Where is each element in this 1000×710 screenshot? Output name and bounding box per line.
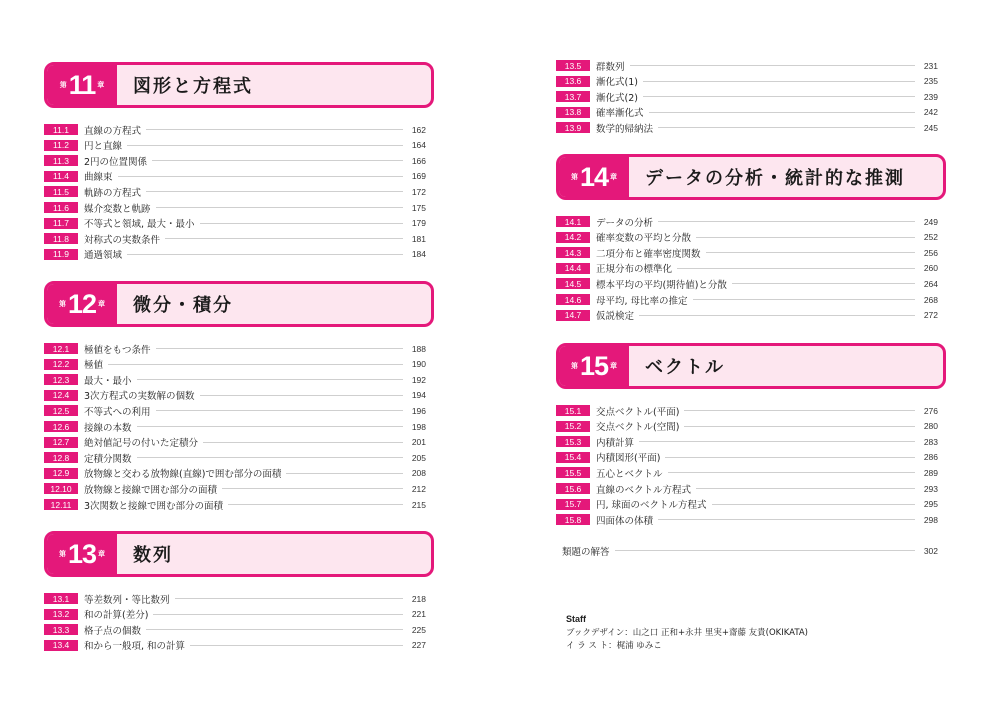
chapter-prefix: 第 <box>570 362 578 370</box>
section-number-badge: 12.4 <box>44 390 78 401</box>
section-title: 標本平均の平均(期待値)と分散 <box>596 279 727 291</box>
toc-entry[interactable] <box>44 467 426 480</box>
leader-line <box>643 81 915 82</box>
leader-line <box>286 473 403 474</box>
page-number: 164 <box>411 140 426 151</box>
section-number-badge: 15.5 <box>556 467 590 478</box>
section-number-badge: 11.5 <box>44 186 78 197</box>
chapter-prefix: 第 <box>58 300 66 308</box>
toc-entry[interactable] <box>556 90 938 103</box>
leader-line <box>693 299 915 300</box>
section-title: 極値 <box>84 360 104 372</box>
leader-line <box>200 395 403 396</box>
section-number-badge: 11.2 <box>44 140 78 151</box>
section-number-badge: 13.1 <box>44 593 78 604</box>
section-number-badge: 14.2 <box>556 232 590 243</box>
chapter-number: 15 <box>579 350 609 381</box>
chapter-number: 12 <box>67 288 97 319</box>
toc-entry[interactable] <box>556 277 938 290</box>
page-number: 245 <box>923 122 938 133</box>
toc-entry[interactable] <box>44 623 426 636</box>
page-number: 208 <box>411 468 426 479</box>
chapter-number-badge <box>559 157 629 197</box>
section-title: 対称式の実数条件 <box>84 234 161 246</box>
page-number: 184 <box>411 249 426 260</box>
toc-entry[interactable] <box>556 231 938 244</box>
section-title: データの分析 <box>596 217 654 229</box>
page-number: 231 <box>923 60 938 71</box>
leader-line <box>668 472 915 473</box>
section-number-badge: 13.6 <box>556 76 590 87</box>
section-number-badge: 14.4 <box>556 263 590 274</box>
leader-line <box>127 254 403 255</box>
section-number-badge: 12.5 <box>44 405 78 416</box>
toc-entry[interactable] <box>556 246 938 259</box>
toc-entry[interactable] <box>44 123 426 136</box>
chapter-title: 図形と方程式 <box>133 76 253 97</box>
page-number: 289 <box>923 467 938 478</box>
page-number: 169 <box>411 171 426 182</box>
page-number: 196 <box>411 405 426 416</box>
leader-line <box>643 96 915 97</box>
page-number: 302 <box>923 545 938 556</box>
page-number: 268 <box>923 294 938 305</box>
leader-line <box>696 488 915 489</box>
section-title: 3次方程式の実数解の個数 <box>84 391 195 403</box>
chapter-suffix: 章 <box>610 362 618 370</box>
section-title: 二項分布と確率密度関数 <box>596 248 701 260</box>
leader-line <box>658 221 915 222</box>
page-number: 286 <box>923 452 938 463</box>
page-number: 227 <box>411 640 426 651</box>
page-number: 264 <box>923 278 938 289</box>
toc-entry[interactable] <box>556 215 938 228</box>
toc-entry[interactable] <box>44 139 426 152</box>
chapter-block <box>44 531 434 653</box>
chapter-number-badge <box>559 346 629 386</box>
chapter-prefix: 第 <box>58 550 66 558</box>
page-number: 201 <box>411 437 426 448</box>
page-number: 298 <box>923 514 938 525</box>
leader-line <box>153 614 403 615</box>
toc-entry[interactable] <box>556 309 938 322</box>
section-number-badge: 14.6 <box>556 294 590 305</box>
toc-entry[interactable] <box>556 435 938 448</box>
section-title: 漸化式(2) <box>596 92 638 104</box>
section-title: 軌跡の方程式 <box>84 187 142 199</box>
toc-entry[interactable] <box>44 342 426 355</box>
leader-line <box>175 598 403 599</box>
section-number-badge: 11.8 <box>44 233 78 244</box>
section-title: 仮説検定 <box>596 311 635 323</box>
section-number-badge: 11.3 <box>44 155 78 166</box>
section-title: 交点ベクトル(平面) <box>596 406 680 418</box>
chapter-suffix: 章 <box>610 173 618 181</box>
toc-entry[interactable] <box>556 482 938 495</box>
page-number: 235 <box>923 76 938 87</box>
toc-entry[interactable] <box>556 59 938 72</box>
section-title: 最大・最小 <box>84 375 132 387</box>
leader-line <box>146 191 403 192</box>
leader-line <box>190 645 403 646</box>
chapter-block <box>556 154 946 323</box>
section-title: 四面体の体積 <box>596 515 654 527</box>
leader-line <box>677 268 915 269</box>
section-number-badge: 13.4 <box>44 640 78 651</box>
section-number-badge: 11.1 <box>44 124 78 135</box>
section-number-badge: 15.3 <box>556 436 590 447</box>
leader-line <box>696 237 915 238</box>
section-number-badge: 12.10 <box>44 483 78 494</box>
leader-line <box>203 442 403 443</box>
section-number-badge: 11.6 <box>44 202 78 213</box>
leader-line <box>137 426 403 427</box>
chapter-number-badge <box>47 65 117 105</box>
toc-entry[interactable] <box>44 498 426 511</box>
section-number-badge: 13.5 <box>556 60 590 71</box>
section-number-badge: 15.8 <box>556 514 590 525</box>
page-number: 293 <box>923 483 938 494</box>
section-title: 不等式への利用 <box>84 406 151 418</box>
toc-entry[interactable] <box>44 482 426 495</box>
page-number: 260 <box>923 263 938 274</box>
page-number: 242 <box>923 107 938 118</box>
section-title: 直線のベクトル方程式 <box>596 484 692 496</box>
section-number-badge: 12.8 <box>44 452 78 463</box>
leader-line <box>639 441 915 442</box>
leader-line <box>222 488 403 489</box>
section-number-badge: 13.7 <box>556 91 590 102</box>
section-title: 数学的帰納法 <box>596 123 654 135</box>
page-number: 166 <box>411 155 426 166</box>
leader-line <box>156 207 403 208</box>
toc-entry[interactable] <box>556 451 938 464</box>
toc-entry[interactable] <box>44 170 426 183</box>
leader-line <box>706 252 915 253</box>
section-number-badge: 14.3 <box>556 247 590 258</box>
toc-entry[interactable] <box>556 498 938 511</box>
section-title: 和の計算(差分) <box>84 610 149 622</box>
section-title: 群数列 <box>596 61 625 73</box>
section-title: 正規分布の標準化 <box>596 264 673 276</box>
section-number-badge: 12.9 <box>44 468 78 479</box>
toc-entry[interactable] <box>44 451 426 464</box>
page-number: 252 <box>923 232 938 243</box>
toc-entry[interactable] <box>44 217 426 230</box>
chapter-header <box>44 281 434 327</box>
toc-entry[interactable] <box>556 466 938 479</box>
toc-entry[interactable] <box>44 404 426 417</box>
page-number: 192 <box>411 374 426 385</box>
toc-entry[interactable] <box>44 436 426 449</box>
chapter-suffix: 章 <box>97 81 105 89</box>
section-number-badge: 15.1 <box>556 405 590 416</box>
section-title: 接線の本数 <box>84 422 132 434</box>
section-number-badge: 15.7 <box>556 499 590 510</box>
page-number: 249 <box>923 216 938 227</box>
page-number: 175 <box>411 202 426 213</box>
section-number-badge: 15.4 <box>556 452 590 463</box>
section-title: 直線の方程式 <box>84 125 142 137</box>
page-number: 190 <box>411 359 426 370</box>
staff-line: ブックデザイン：山之口 正和+永井 里実+齋藤 友貴(OKIKATA) <box>566 628 808 638</box>
section-title: 等差数列・等比数列 <box>84 594 170 606</box>
toc-entry[interactable] <box>44 185 426 198</box>
page-number: 212 <box>411 483 426 494</box>
page-number: 295 <box>923 499 938 510</box>
leader-line <box>156 410 403 411</box>
toc-entry[interactable] <box>44 639 426 652</box>
leader-line <box>146 629 403 630</box>
page-number: 198 <box>411 421 426 432</box>
section-number-badge: 15.6 <box>556 483 590 494</box>
section-title: 定積分関数 <box>84 453 132 465</box>
chapter-number-badge <box>47 534 117 574</box>
section-title: 五心とベクトル <box>596 468 663 480</box>
section-number-badge: 12.1 <box>44 343 78 354</box>
toc-entry[interactable] <box>44 420 426 433</box>
section-title: 曲線束 <box>84 172 113 184</box>
section-number-badge: 14.1 <box>556 216 590 227</box>
section-title: 内積図形(平面) <box>596 453 661 465</box>
chapter-number: 14 <box>579 161 609 192</box>
leader-line <box>108 364 403 365</box>
section-title: 放物線と接線で囲む部分の面積 <box>84 484 218 496</box>
leader-line <box>137 379 403 380</box>
page-number: 221 <box>411 609 426 620</box>
page-number: 205 <box>411 452 426 463</box>
answers-title: 類題の解答 <box>562 546 610 558</box>
toc-entry[interactable] <box>556 75 938 88</box>
section-title: 極値をもつ条件 <box>84 344 151 356</box>
section-title: 通過領域 <box>84 250 123 262</box>
toc-entry[interactable] <box>44 232 426 245</box>
chapter-title: ベクトル <box>645 357 725 378</box>
section-title: 和から一般項, 和の計算 <box>84 641 186 653</box>
chapter-number-badge <box>47 284 117 324</box>
leader-line <box>684 410 915 411</box>
chapter-header <box>44 531 434 577</box>
section-number-badge: 12.7 <box>44 437 78 448</box>
chapter-block <box>556 343 946 527</box>
page-number: 179 <box>411 218 426 229</box>
leader-line <box>228 504 403 505</box>
section-title: 円, 球面のベクトル方程式 <box>596 500 707 512</box>
toc-entry[interactable] <box>44 358 426 371</box>
toc-entry[interactable] <box>556 513 938 526</box>
section-number-badge: 13.8 <box>556 107 590 118</box>
leader-line <box>712 504 915 505</box>
leader-line <box>649 112 915 113</box>
page-number: 272 <box>923 310 938 321</box>
staff-credits <box>566 613 808 653</box>
leader-line <box>127 145 403 146</box>
section-number-badge: 13.2 <box>44 609 78 620</box>
toc-entry[interactable] <box>44 608 426 621</box>
leader-line <box>200 223 403 224</box>
leader-line <box>630 65 915 66</box>
chapter-title: データの分析・統計的な推測 <box>645 168 905 189</box>
chapter-number: 11 <box>68 69 96 100</box>
leader-line <box>118 176 403 177</box>
leader-line <box>137 457 403 458</box>
chapter-title: 数列 <box>133 545 173 566</box>
toc-entry[interactable] <box>44 248 426 261</box>
section-number-badge: 14.7 <box>556 310 590 321</box>
toc-entry[interactable] <box>556 293 938 306</box>
leader-line <box>684 426 915 427</box>
page-number: 218 <box>411 593 426 604</box>
section-title: 母平均, 母比率の推定 <box>596 295 688 307</box>
section-number-badge: 13.9 <box>556 122 590 133</box>
staff-heading: Staff <box>566 614 586 624</box>
chapter-block <box>44 281 434 512</box>
chapter-prefix: 第 <box>570 173 578 181</box>
toc-entry[interactable] <box>44 373 426 386</box>
page-number: 188 <box>411 343 426 354</box>
section-title: 放物線と交わる放物線(直線)で囲む部分の面積 <box>84 469 282 481</box>
section-title: 2円の位置関係 <box>84 156 148 168</box>
toc-entry[interactable] <box>44 592 426 605</box>
toc-entry[interactable] <box>556 262 938 275</box>
leader-line <box>146 129 403 130</box>
leader-line <box>165 238 403 239</box>
section-title: 確率変数の平均と分散 <box>596 233 692 245</box>
page-number: 276 <box>923 405 938 416</box>
page-number: 215 <box>411 499 426 510</box>
section-title: 確率漸化式 <box>596 108 644 120</box>
page-number: 239 <box>923 91 938 102</box>
chapter-header <box>556 154 946 200</box>
section-number-badge: 11.9 <box>44 249 78 260</box>
section-title: 交点ベクトル(空間) <box>596 422 680 434</box>
chapter-suffix: 章 <box>98 300 106 308</box>
leader-line <box>732 283 915 284</box>
section-number-badge: 14.5 <box>556 278 590 289</box>
section-title: 格子点の個数 <box>84 625 142 637</box>
section-number-badge: 12.11 <box>44 499 78 510</box>
page-number: 181 <box>411 233 426 244</box>
staff-line: イ ラ ス ト：梶浦 ゆみこ <box>566 641 662 651</box>
leader-line <box>156 348 403 349</box>
section-title: 漸化式(1) <box>596 77 638 89</box>
toc-entry[interactable] <box>556 404 938 417</box>
page-number: 256 <box>923 247 938 258</box>
chapter-block <box>44 62 434 262</box>
section-title: 3次関数と接線で囲む部分の面積 <box>84 500 224 512</box>
section-title: 不等式と領域, 最大・最小 <box>84 219 195 231</box>
section-number-badge: 11.7 <box>44 218 78 229</box>
toc-entry[interactable] <box>44 201 426 214</box>
toc-entry[interactable] <box>44 389 426 402</box>
section-number-badge: 12.2 <box>44 359 78 370</box>
answers-entry[interactable] <box>556 544 938 557</box>
section-number-badge: 13.3 <box>44 624 78 635</box>
section-number-badge: 11.4 <box>44 171 78 182</box>
leader-line <box>152 160 403 161</box>
section-title: 絶対値記号の付いた定積分 <box>84 438 199 450</box>
section-title: 円と直線 <box>84 141 123 153</box>
page-number: 194 <box>411 390 426 401</box>
chapter-title: 微分・積分 <box>133 295 233 316</box>
page-number: 283 <box>923 436 938 447</box>
page-number: 172 <box>411 186 426 197</box>
toc-entry[interactable] <box>556 106 938 119</box>
chapter-prefix: 第 <box>59 81 67 89</box>
section-number-badge: 12.6 <box>44 421 78 432</box>
leader-line <box>658 127 915 128</box>
toc-entry[interactable] <box>556 420 938 433</box>
chapter-header <box>556 343 946 389</box>
leader-line <box>639 315 915 316</box>
section-number-badge: 12.3 <box>44 374 78 385</box>
leader-line <box>615 550 915 551</box>
leader-line <box>665 457 915 458</box>
toc-entry[interactable] <box>44 154 426 167</box>
page-number: 280 <box>923 421 938 432</box>
section-title: 媒介変数と軌跡 <box>84 203 151 215</box>
section-title: 内積計算 <box>596 437 635 449</box>
page-number: 162 <box>411 124 426 135</box>
section-number-badge: 15.2 <box>556 421 590 432</box>
toc-entry[interactable] <box>556 121 938 134</box>
leader-line <box>658 519 915 520</box>
page-number: 225 <box>411 624 426 635</box>
chapter-number: 13 <box>67 538 97 569</box>
chapter-suffix: 章 <box>98 550 106 558</box>
chapter-header <box>44 62 434 108</box>
